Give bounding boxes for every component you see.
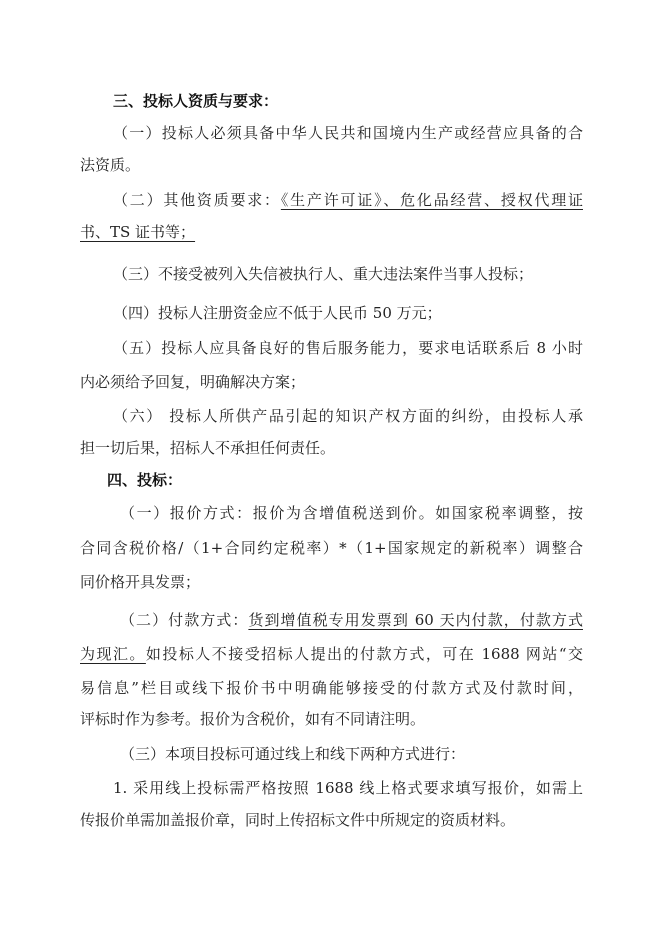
s3-item2-line1	[113, 190, 583, 210]
s3-item2-underlined-1: 《生产许可证》、危化品经营、授权代理证	[280, 191, 583, 209]
s4-item3: （三）本项目投标可通过线上和线下两种方式进行：	[120, 745, 466, 763]
s4-item1-line1: （一）报价方式：报价为含增值税送到价。如国家税率调整，按	[120, 504, 583, 522]
s3-item1-line1: （一）投标人必须具备中华人民共和国境内生产或经营应具备的合	[113, 124, 583, 142]
s4-sub1-line1: 1. 采用线上投标需严格按照 1688 线上格式要求填写报价，如需上	[113, 779, 583, 797]
s3-item6-line1: （六） 投标人所供产品引起的知识产权方面的纠纷，由投标人承	[113, 407, 583, 425]
s3-item2-label: （二）其他资质要求：	[113, 191, 281, 209]
section3-heading: 三、投标人资质与要求：	[113, 92, 279, 110]
s4-sub1-line2: 传报价单需加盖报价章，同时上传招标文件中所规定的资质材料。	[80, 811, 516, 829]
s3-item4: （四）投标人注册资金应不低于人民币 50 万元；	[113, 304, 442, 322]
s3-item6-line2: 担一切后果，招标人不承担任何责任。	[80, 439, 336, 457]
s3-item5-line2: 内必须给予回复，明确解决方案；	[80, 373, 306, 391]
s3-item1-line2: 法资质。	[80, 156, 141, 174]
section4-heading: 四、投标：	[107, 471, 183, 489]
s4-item2-line4: 评标时作为参考。报价为含税价，如有不同请注明。	[80, 710, 426, 728]
s4-item1-line3: 同价格开具发票；	[80, 573, 201, 591]
s4-item2-underlined-1: 货到增值税专用发票到 60 天内付款，付款方式	[248, 611, 583, 629]
s4-item2-line3: 易信息”栏目或线下报价书中明确能够接受的付款方式及付款时间，	[80, 679, 583, 697]
s3-item5-line1: （五）投标人应具备良好的售后服务能力，要求电话联系后 8 小时	[113, 339, 583, 357]
s4-item2-label: （二）付款方式：	[120, 611, 249, 629]
s4-item2-line1	[120, 610, 583, 630]
s4-item2-rest: 如投标人不接受招标人提出的付款方式，可在 1688 网站“交	[145, 645, 583, 663]
s4-item1-line2: 合同含税价格/（1+合同约定税率）*（1+国家规定的新税率）调整合	[80, 539, 583, 557]
s4-item2-line2	[80, 644, 583, 664]
s3-item2-underlined-2: 书、TS 证书等；	[80, 223, 196, 241]
s4-item2-underlined-2: 为现汇。	[80, 645, 146, 663]
s3-item3: （三）不接受被列入失信被执行人、重大违法案件当事人投标；	[113, 265, 534, 283]
